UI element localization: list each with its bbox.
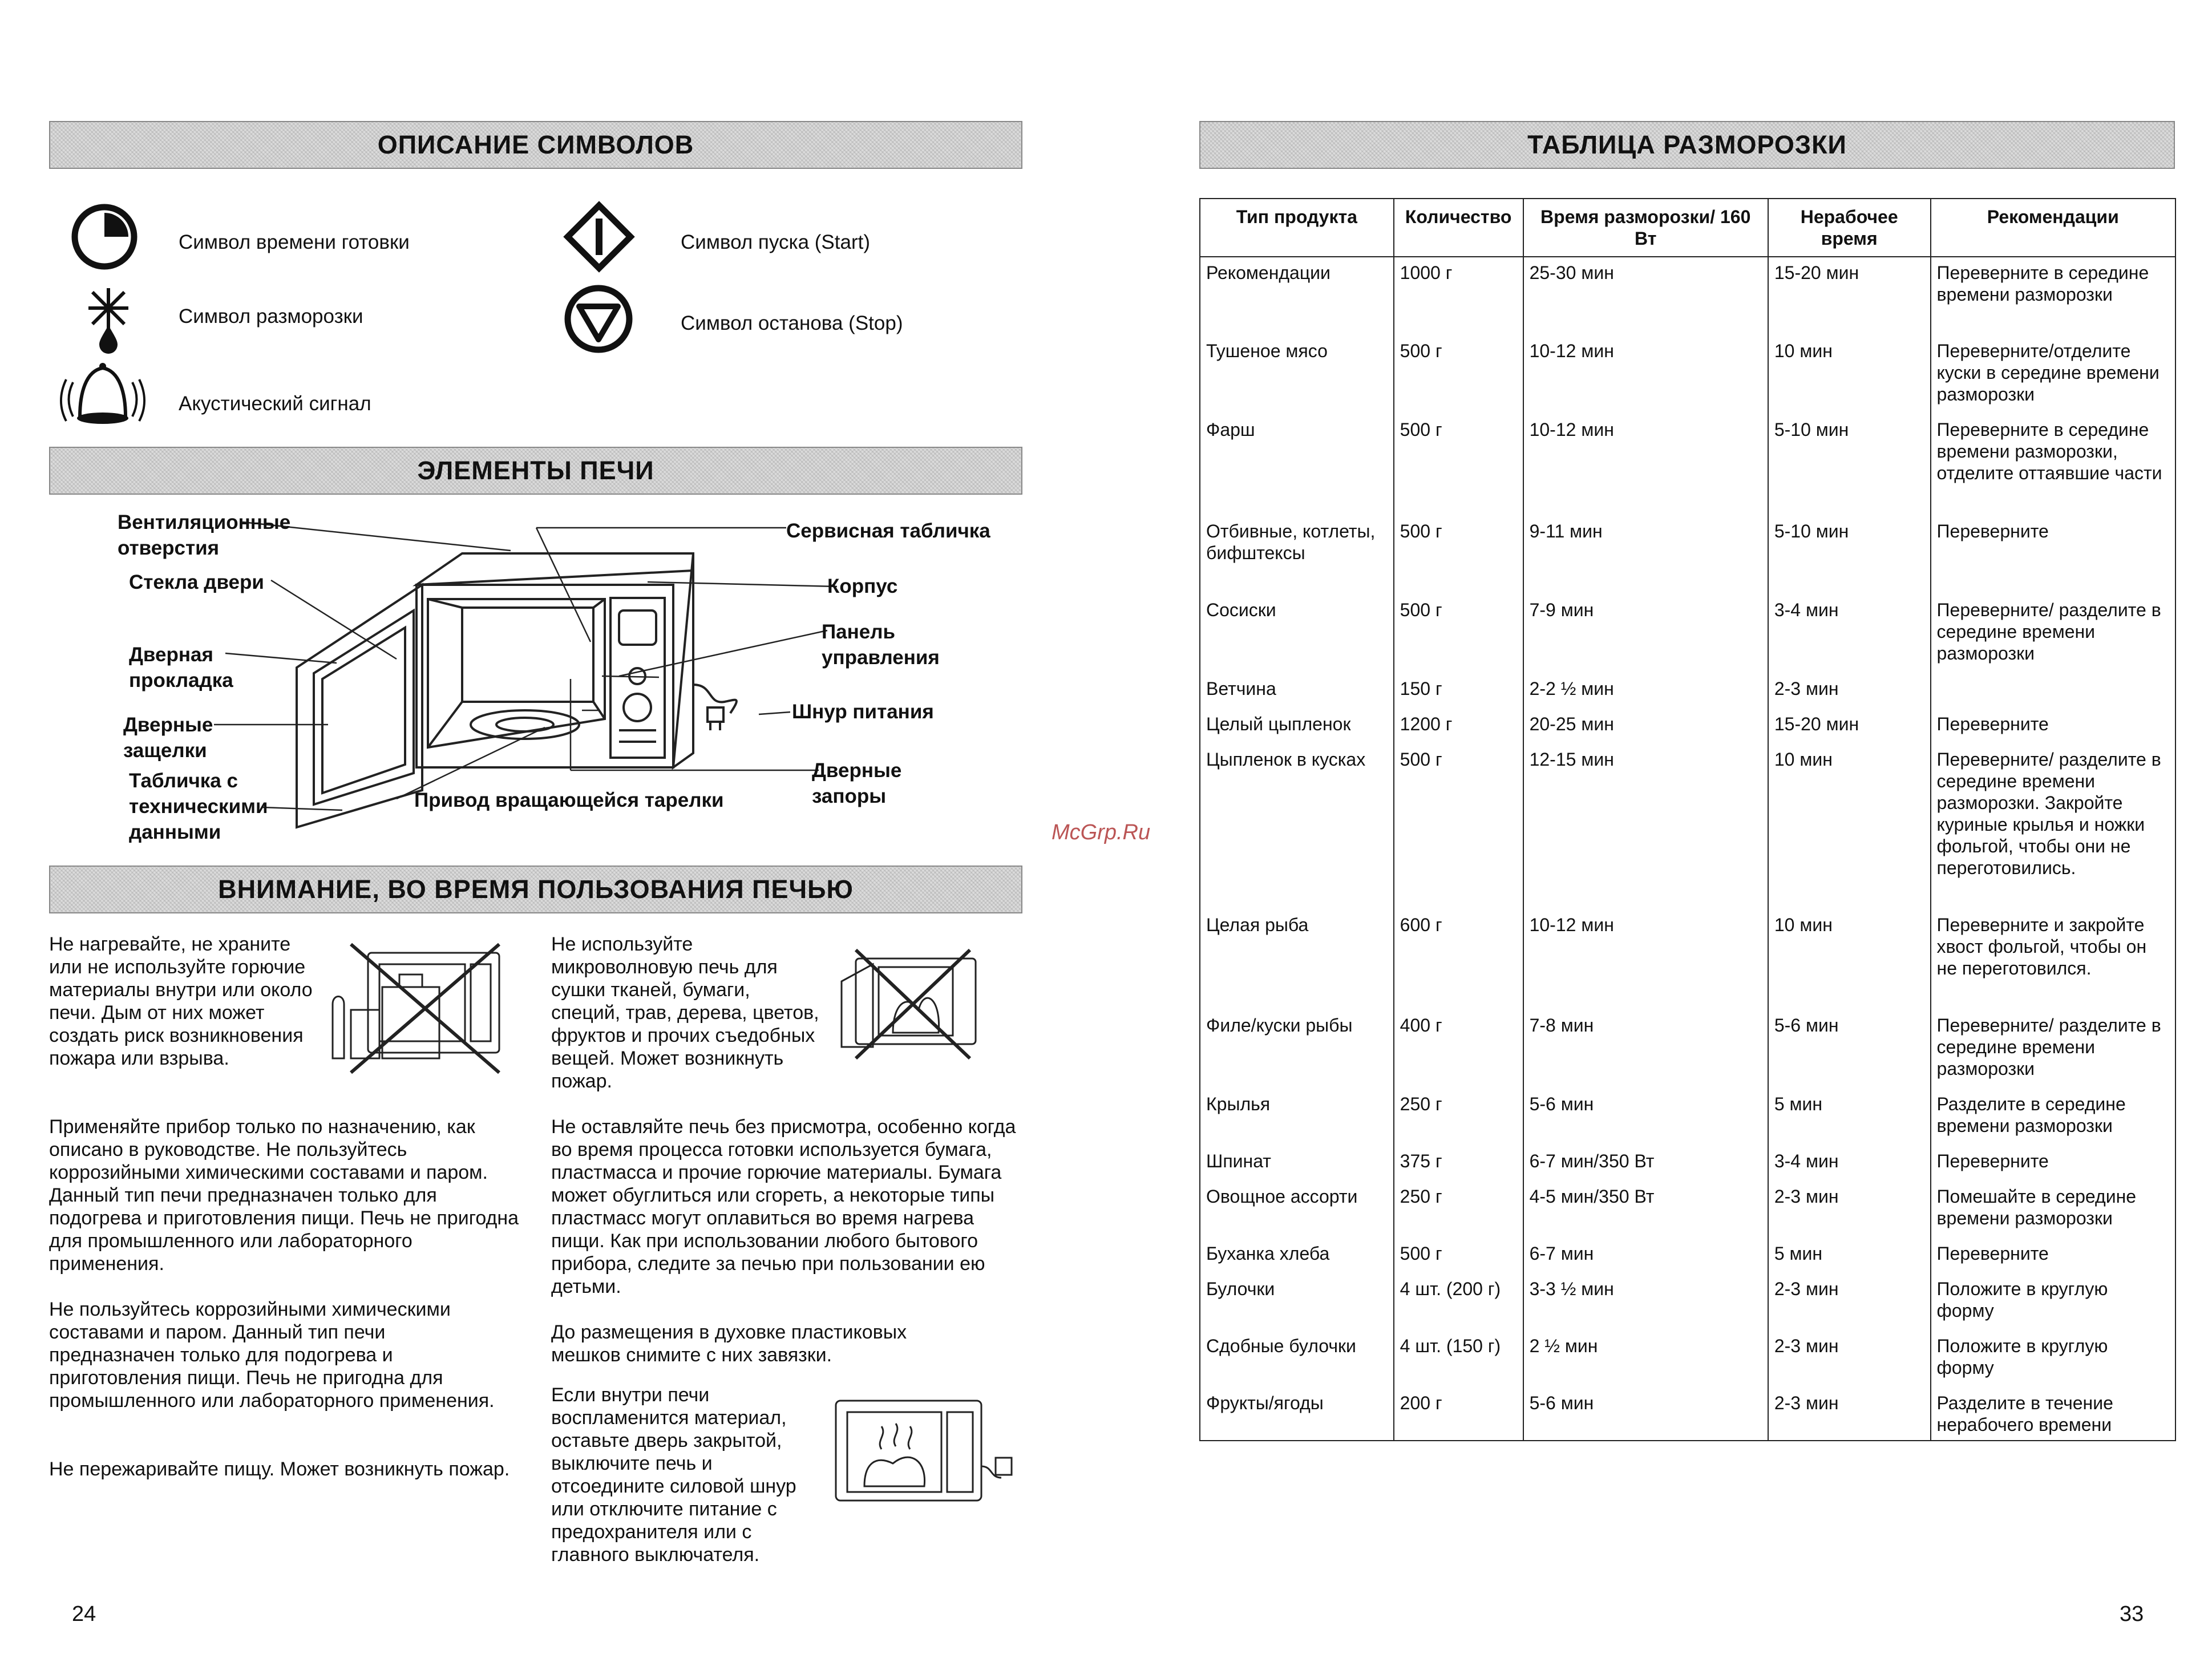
fire-inside-oven-illustration bbox=[830, 1392, 1018, 1512]
table-cell: 500 г bbox=[1394, 744, 1523, 909]
table-cell: 4 шт. (150 г) bbox=[1394, 1331, 1523, 1388]
table-cell: 2-3 мин bbox=[1768, 1273, 1931, 1331]
table-cell: 1000 г bbox=[1394, 257, 1523, 335]
table-row bbox=[1200, 1273, 2175, 1331]
label-door-latches: Дверные защелки bbox=[123, 714, 213, 762]
table-row bbox=[1200, 516, 2175, 595]
table-cell: 400 г bbox=[1394, 1010, 1523, 1089]
table-cell: Положите в круглую форму bbox=[1931, 1331, 2175, 1388]
thaw-table-title: ТАБЛИЦА РАЗМОРОЗКИ bbox=[1199, 121, 2175, 169]
drying-illustration bbox=[839, 947, 987, 1061]
label-service-plate: Сервисная табличка bbox=[786, 520, 990, 542]
symbol-label-start: Символ пуска (Start) bbox=[681, 231, 870, 253]
table-cell: 2-3 мин bbox=[1768, 1331, 1931, 1388]
table-cell: 5 мин bbox=[1768, 1089, 1931, 1146]
table-cell: 600 г bbox=[1394, 909, 1523, 1010]
table-cell: Переверните в середине времени разморозки, отделите оттаявшие части bbox=[1931, 414, 2175, 516]
table-cell: Переверните и закройте хвост фольгой, чтобы он не переготовился. bbox=[1931, 909, 2175, 1010]
symbols-section-title: ОПИСАНИЕ СИМВОЛОВ bbox=[49, 121, 1022, 169]
table-cell: 6-7 мин bbox=[1523, 1238, 1768, 1273]
label-control-panel: Панель управления bbox=[822, 621, 940, 669]
table-cell: Ветчина bbox=[1200, 673, 1394, 709]
table-cell: Тушеное мясо bbox=[1200, 335, 1394, 414]
table-row bbox=[1200, 1010, 2175, 1089]
label-door-seal: Дверная прокладка bbox=[129, 644, 233, 692]
table-cell: 6-7 мин/350 Вт bbox=[1523, 1146, 1768, 1181]
stop-icon bbox=[563, 284, 634, 354]
table-cell: Переверните bbox=[1931, 1146, 2175, 1181]
label-door-glass: Стекла двери bbox=[129, 571, 264, 593]
microwave-diagram bbox=[274, 513, 776, 833]
table-cell: Буханка хлеба bbox=[1200, 1238, 1394, 1273]
column-header: Тип продукта bbox=[1200, 199, 1394, 257]
symbol-label-clock: Символ времени готовки bbox=[179, 231, 410, 253]
column-header: Рекомендации bbox=[1931, 199, 2175, 257]
table-cell: 2-2 ½ мин bbox=[1523, 673, 1768, 709]
table-cell: 20-25 мин bbox=[1523, 709, 1768, 744]
table-cell: Шпинат bbox=[1200, 1146, 1394, 1181]
table-cell: Овощное ассорти bbox=[1200, 1181, 1394, 1238]
defrost-icon bbox=[80, 285, 137, 354]
table-cell: 15-20 мин bbox=[1768, 709, 1931, 744]
thaw-table bbox=[1199, 198, 2176, 1441]
label-vent: Вентиляционные отверстия bbox=[118, 511, 291, 559]
table-cell: 500 г bbox=[1394, 1238, 1523, 1273]
warning-col2-p2: Не оставляйте печь без присмотра, особенно когда во время процесса готовки используется бумага, пластмасса и прочие горючие материалы. Бумага может обуглиться или сгореть, а некоторые типы пластмасс могут оплавиться во время нагрева пищи. Как при использовании любого бытового прибора, следите за печью при пользовании ею детьми. bbox=[551, 1116, 1016, 1297]
table-cell: 7-9 мин bbox=[1523, 595, 1768, 673]
table-cell: 250 г bbox=[1394, 1089, 1523, 1146]
table-cell: 2 ½ мин bbox=[1523, 1331, 1768, 1388]
table-cell: Фрукты/ягоды bbox=[1200, 1388, 1394, 1441]
label-power-cord: Шнур питания bbox=[792, 701, 934, 723]
table-row bbox=[1200, 909, 2175, 1010]
column-header: Количество bbox=[1394, 199, 1523, 257]
table-cell: 10-12 мин bbox=[1523, 414, 1768, 516]
table-cell: Целый цыпленок bbox=[1200, 709, 1394, 744]
table-cell: 5-6 мин bbox=[1768, 1010, 1931, 1089]
table-row bbox=[1200, 744, 2175, 909]
symbol-label-stop: Символ останова (Stop) bbox=[681, 312, 903, 334]
table-cell: 500 г bbox=[1394, 335, 1523, 414]
table-cell: Переверните/ разделите в середине времени разморозки. Закройте куриные крылья и ножки фольгой, чтобы они не переготовились. bbox=[1931, 744, 2175, 909]
table-cell: 500 г bbox=[1394, 595, 1523, 673]
table-cell: 5-10 мин bbox=[1768, 516, 1931, 595]
table-cell: Переверните bbox=[1931, 516, 2175, 595]
table-cell: Разделите в течение нерабочего времени bbox=[1931, 1388, 2175, 1441]
table-row bbox=[1200, 1238, 2175, 1273]
table-row bbox=[1200, 1146, 2175, 1181]
table-cell: Переверните/ разделите в середине времени разморозки bbox=[1931, 595, 2175, 673]
table-cell: Сдобные булочки bbox=[1200, 1331, 1394, 1388]
table-cell: 7-8 мин bbox=[1523, 1010, 1768, 1089]
table-cell: Цыпленок в кусках bbox=[1200, 744, 1394, 909]
table-cell: 15-20 мин bbox=[1768, 257, 1931, 335]
right-page-number: 33 bbox=[2120, 1602, 2144, 1626]
table-cell: Отбивные, котлеты, бифштексы bbox=[1200, 516, 1394, 595]
table-cell: 200 г bbox=[1394, 1388, 1523, 1441]
warning-col2-p1: Не используйте микроволновую печь для сушки тканей, бумаги, специй, трав, дерева, цветов, фруктов и прочих съедобных вещей. Может возникнуть пожар. bbox=[551, 933, 819, 1092]
table-cell: 10 мин bbox=[1768, 744, 1931, 909]
table-cell: Фарш bbox=[1200, 414, 1394, 516]
table-cell: 10-12 мин bbox=[1523, 909, 1768, 1010]
table-cell: Булочки bbox=[1200, 1273, 1394, 1331]
table-row bbox=[1200, 1331, 2175, 1388]
table-row bbox=[1200, 709, 2175, 744]
table-row bbox=[1200, 1388, 2175, 1441]
symbol-label-defrost: Символ разморозки bbox=[179, 305, 363, 327]
table-cell: 12-15 мин bbox=[1523, 744, 1768, 909]
bell-icon bbox=[57, 359, 148, 428]
table-cell: 4-5 мин/350 Вт bbox=[1523, 1181, 1768, 1238]
table-row bbox=[1200, 335, 2175, 414]
table-cell: Переверните в середине времени разморозки bbox=[1931, 257, 2175, 335]
table-cell: 4 шт. (200 г) bbox=[1394, 1273, 1523, 1331]
table-cell: 10 мин bbox=[1768, 335, 1931, 414]
table-row bbox=[1200, 257, 2175, 335]
table-cell: Разделите в середине времени разморозки bbox=[1931, 1089, 2175, 1146]
table-row bbox=[1200, 1181, 2175, 1238]
table-cell: 10 мин bbox=[1768, 909, 1931, 1010]
table-cell: 5-6 мин bbox=[1523, 1089, 1768, 1146]
table-cell: 1200 г bbox=[1394, 709, 1523, 744]
label-turntable-drive: Привод вращающейся тарелки bbox=[414, 789, 724, 811]
symbol-label-bell: Акустический сигнал bbox=[179, 393, 371, 415]
clock-icon bbox=[70, 203, 139, 271]
table-cell: 250 г bbox=[1394, 1181, 1523, 1238]
table-cell: 9-11 мин bbox=[1523, 516, 1768, 595]
table-cell: 3-3 ½ мин bbox=[1523, 1273, 1768, 1331]
table-cell: 500 г bbox=[1394, 516, 1523, 595]
table-cell: 5 мин bbox=[1768, 1238, 1931, 1273]
table-cell: 500 г bbox=[1394, 414, 1523, 516]
table-cell: Крылья bbox=[1200, 1089, 1394, 1146]
table-cell: 3-4 мин bbox=[1768, 1146, 1931, 1181]
table-cell: 3-4 мин bbox=[1768, 595, 1931, 673]
table-cell: 2-3 мин bbox=[1768, 1388, 1931, 1441]
table-cell: Положите в круглую форму bbox=[1931, 1273, 2175, 1331]
label-body: Корпус bbox=[827, 575, 898, 597]
table-cell: 25-30 мин bbox=[1523, 257, 1768, 335]
table-row bbox=[1200, 595, 2175, 673]
watermark: McGrp.Ru bbox=[1052, 820, 1151, 844]
table-cell: Переверните bbox=[1931, 1238, 2175, 1273]
table-cell: 150 г bbox=[1394, 673, 1523, 709]
table-cell: 2-3 мин bbox=[1768, 1181, 1931, 1238]
table-header-row bbox=[1200, 199, 2175, 257]
label-rating-plate: Табличка с техническими данными bbox=[129, 770, 268, 843]
warning-section-title: ВНИМАНИЕ, ВО ВРЕМЯ ПОЛЬЗОВАНИЯ ПЕЧЬЮ bbox=[49, 866, 1022, 913]
column-header: Нерабочее время bbox=[1768, 199, 1931, 257]
table-cell: Филе/куски рыбы bbox=[1200, 1010, 1394, 1089]
table-cell: Помешайте в середине времени разморозки bbox=[1931, 1181, 2175, 1238]
warning-col1-p3: Не пользуйтесь коррозийными химическими составами и паром. Данный тип печи предназначен только для подогрева и приготовления пищи. Печь не пригодна для промышленного или лабораторного применения. bbox=[49, 1299, 495, 1412]
warning-col1-p2: Применяйте прибор только по назначению, как описано в руководстве. Не пользуйтесь коррозийными химическими составами и паром. Данный тип печи предназначен только для подогрева и приготовления пищи. Печь не пригодна для промышленного или лабораторного применения. bbox=[49, 1116, 519, 1275]
table-cell: 2-3 мин bbox=[1768, 673, 1931, 709]
warning-col2-p4: Если внутри печи воспламенится материал, оставьте дверь закрытой, выключите печь и отсоедините силовой шнур или отключите питание с предохранителя или с главного выключателя. bbox=[551, 1384, 796, 1566]
start-icon bbox=[565, 203, 633, 271]
left-page-number: 24 bbox=[72, 1602, 96, 1626]
table-cell: 10-12 мин bbox=[1523, 335, 1768, 414]
flammable-materials-illustration bbox=[328, 941, 511, 1075]
table-cell: Переверните/отделите куски в середине времени разморозки bbox=[1931, 335, 2175, 414]
label-door-locks: Дверные запоры bbox=[812, 759, 902, 807]
table-cell: Целая рыба bbox=[1200, 909, 1394, 1010]
warning-col1-p1: Не нагревайте, не храните или не используйте горючие материалы внутри или около печи. Дым от них может создать риск возникновения пожара или взрыва. bbox=[49, 933, 313, 1069]
table-cell: 5-6 мин bbox=[1523, 1388, 1768, 1441]
table-cell: Переверните bbox=[1931, 709, 2175, 744]
table-row bbox=[1200, 414, 2175, 516]
table-cell: Переверните/ разделите в середине времени разморозки bbox=[1931, 1010, 2175, 1089]
table-row bbox=[1200, 1089, 2175, 1146]
table-row bbox=[1200, 673, 2175, 709]
column-header: Время разморозки/ 160 Вт bbox=[1523, 199, 1768, 257]
table-cell: 5-10 мин bbox=[1768, 414, 1931, 516]
table-cell: Рекомендации bbox=[1200, 257, 1394, 335]
oven-elements-section-title: ЭЛЕМЕНТЫ ПЕЧИ bbox=[49, 447, 1022, 495]
warning-col1-p4: Не пережаривайте пищу. Может возникнуть пожар. bbox=[49, 1458, 510, 1480]
table-cell: Сосиски bbox=[1200, 595, 1394, 673]
warning-col2-p3: До размещения в духовке пластиковых мешков снимите с них завязки. bbox=[551, 1321, 907, 1366]
table-cell bbox=[1931, 673, 2175, 709]
table-cell: 375 г bbox=[1394, 1146, 1523, 1181]
